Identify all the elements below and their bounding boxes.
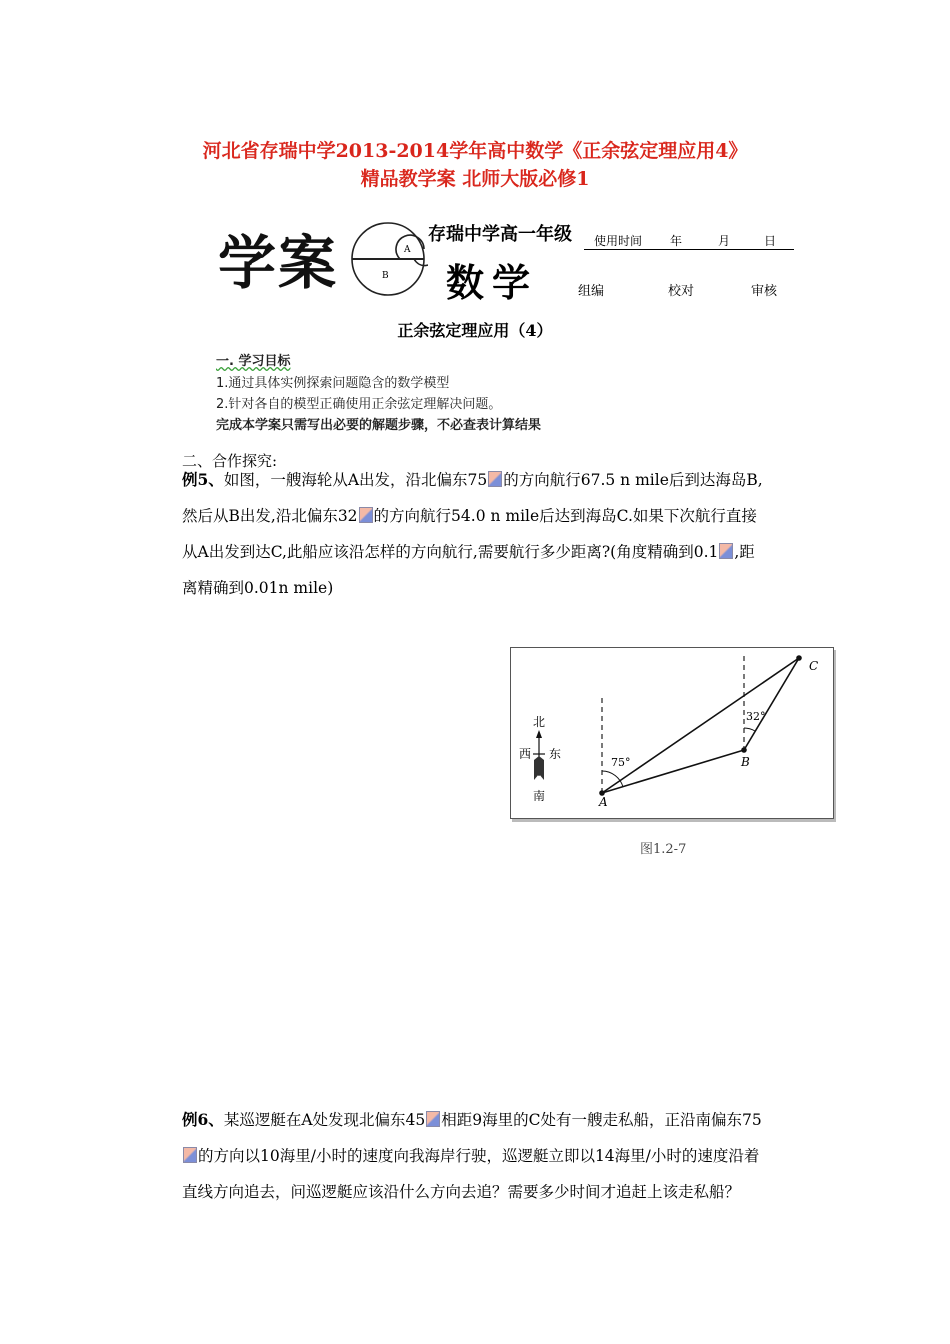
- broken-image-icon: [719, 543, 733, 559]
- example6-text-1a: 某巡逻艇在A处发现北偏东45: [223, 1111, 426, 1129]
- compiler-label: 组编: [578, 284, 605, 299]
- point-c-label: C: [809, 659, 819, 673]
- navigation-figure: [510, 647, 834, 819]
- compass-east: 东: [549, 747, 562, 761]
- angle-label-a: 75°: [611, 756, 631, 769]
- example5-line1: [182, 462, 822, 498]
- example6-line1: [182, 1102, 822, 1138]
- goals-heading-text: 一. 学习目标: [216, 354, 291, 369]
- point-b-label: B: [741, 755, 750, 769]
- example6-line3: [182, 1174, 822, 1210]
- example6-line2: [182, 1138, 822, 1174]
- proofread-label: 校对: [668, 284, 695, 299]
- compass-south: 南: [533, 789, 546, 803]
- example5-text-3: 从A出发到达C,此船应该沿怎样的方向航行,需要航行多少距离?(角度精确到0.1: [182, 543, 719, 561]
- compass-west: 西: [519, 747, 532, 761]
- example5-line3: [182, 534, 822, 570]
- use-time-label: 使用时间: [594, 234, 643, 248]
- compass-icon: [519, 715, 561, 803]
- navigation-diagram: [511, 648, 833, 818]
- example5-text-3b: ,距: [734, 543, 755, 561]
- broken-image-icon: [183, 1147, 197, 1163]
- example5-text-1a: 如图，一艘海轮从A出发，沿北偏东75: [223, 471, 488, 489]
- example5-text-2a: 然后从B出发,沿北偏东32: [182, 507, 358, 525]
- example6-text-2: 的方向以10海里/小时的速度向我海岸行驶，巡逻艇立即以14海里/小时的速度沿着: [198, 1147, 760, 1165]
- example5-label: 例5: [182, 470, 209, 489]
- example5-text-4: 离精确到0.01n mile): [182, 579, 334, 597]
- angle-arc-b: [744, 728, 755, 731]
- review-label: 审核: [751, 284, 778, 299]
- angle-arc-a: [602, 771, 623, 787]
- date-underline: [584, 249, 794, 250]
- year-label: 年: [670, 234, 683, 248]
- subject-name: 数学: [446, 261, 539, 305]
- broken-image-icon: [426, 1111, 440, 1127]
- example6-sep: 、: [208, 1110, 224, 1129]
- example5-line2: [182, 498, 822, 534]
- day-label: 日: [764, 234, 777, 248]
- compass-north: 北: [533, 715, 546, 729]
- section-title: 正余弦定理应用（4）: [397, 321, 553, 340]
- angle-label-b: 32°: [746, 710, 766, 723]
- goals-heading: [216, 350, 290, 369]
- month-label: 月: [718, 234, 731, 248]
- example5-sep: 、: [208, 470, 224, 489]
- point-a-label: A: [599, 795, 608, 809]
- example5-line4: [182, 570, 822, 606]
- cooperative-heading: 二、合作探究:: [182, 452, 278, 470]
- goal-item-2: 2.针对各自的模型正确使用正余弦定理解决问题。: [216, 397, 502, 412]
- broken-image-icon: [359, 507, 373, 523]
- logo-label-b: B: [382, 271, 389, 281]
- logo-icon: [348, 218, 428, 300]
- logo-label-a: A: [404, 245, 411, 255]
- document-title-line2: 精品教学案 北师大版必修1: [360, 168, 590, 190]
- example6-text-1b: 相距9海里的C处有一艘走私船，正沿南偏东75: [441, 1111, 762, 1129]
- point-b-marker: [741, 747, 747, 753]
- document-title-line1: 河北省存瑞中学2013-2014学年高中数学《正余弦定理应用4》: [202, 140, 748, 162]
- school-name: 存瑞中学高一年级: [428, 224, 572, 245]
- example6-label: 例6: [182, 1110, 209, 1129]
- goals-note: 完成本学案只需写出必要的解题步骤，不必查表计算结果: [216, 418, 542, 433]
- figure-caption: 图1.2-7: [640, 842, 687, 857]
- segment-ac: [602, 658, 799, 793]
- broken-image-icon: [488, 471, 502, 487]
- goal-item-1: 1.通过具体实例探索问题隐含的数学模型: [216, 376, 450, 391]
- lesson-header: [218, 214, 808, 304]
- example5-paragraph: [182, 462, 822, 606]
- example6-text-3: 直线方向追去，问巡逻艇应该沿什么方向去追？需要多少时间才追赶上该走私船？: [182, 1183, 741, 1201]
- point-c-marker: [796, 655, 802, 661]
- xuean-heading: 学案: [218, 229, 339, 297]
- segment-bc: [744, 658, 799, 750]
- example5-text-2b: 的方向航行54.0 n mile后达到海岛C.如果下次航行直接: [373, 507, 757, 525]
- example6-paragraph: [182, 1102, 822, 1210]
- example5-text-1b: 的方向航行67.5 n mile后到达海岛B,: [503, 471, 763, 489]
